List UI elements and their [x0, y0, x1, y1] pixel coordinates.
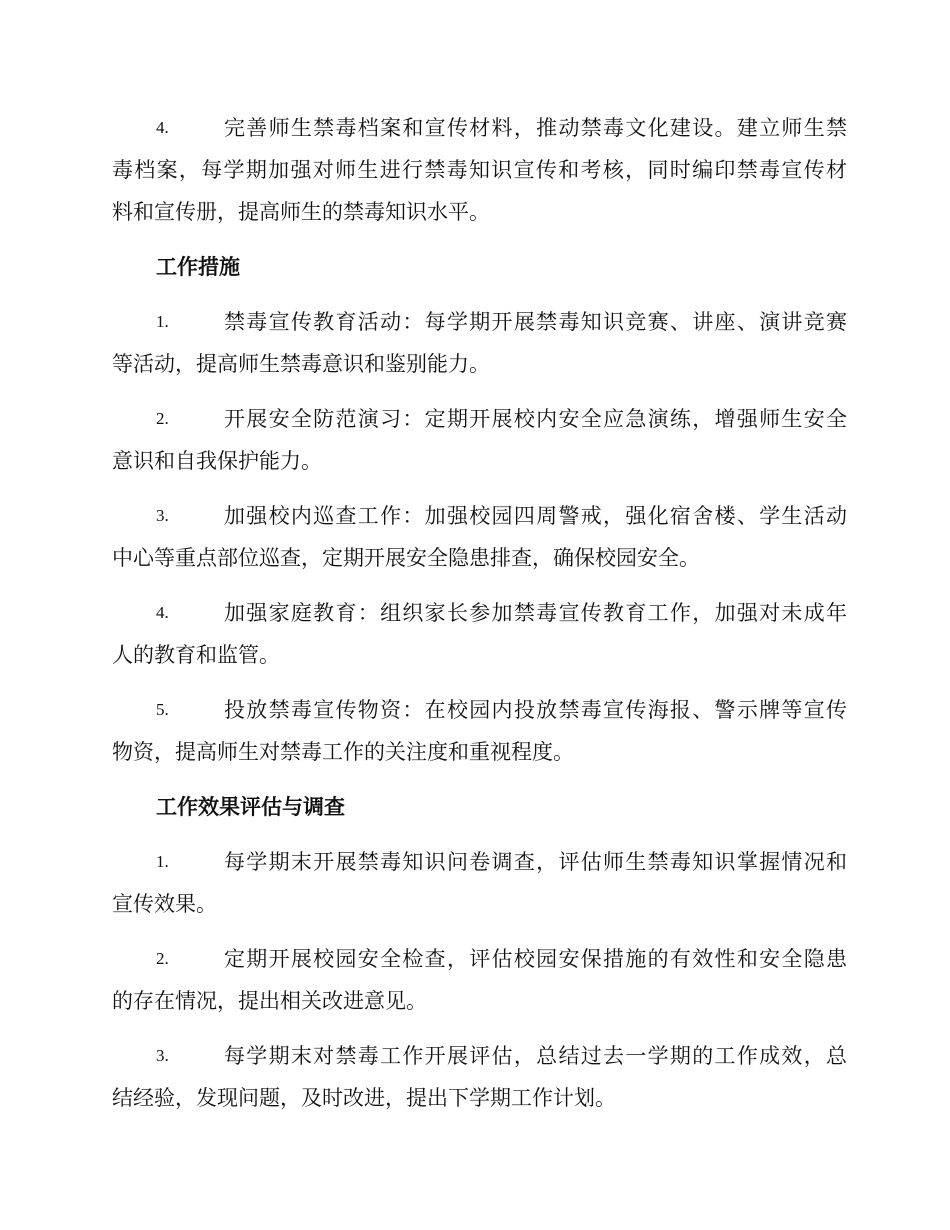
paragraph-line: 毒档案，每学期加强对师生进行禁毒知识宣传和考核，同时编印禁毒宣传材 [112, 158, 849, 182]
list-item-number: 2. [156, 949, 169, 968]
list-item-number: 1. [156, 312, 169, 331]
section-heading: 工作措施 [156, 255, 240, 279]
paragraph-line: 的存在情况，提出相关改进意见。 [112, 989, 427, 1013]
section-heading: 工作效果评估与调查 [156, 795, 345, 819]
paragraph-line: 物资，提高师生对禁毒工作的关注度和重视程度。 [112, 740, 574, 764]
paragraph-line: 禁毒宣传教育活动：每学期开展禁毒知识竞赛、讲座、演讲竞赛 [224, 310, 849, 334]
paragraph-line: 定期开展校园安全检查，评估校园安保措施的有效性和安全隐患 [224, 947, 849, 971]
paragraph-line: 等活动，提高师生禁毒意识和鉴别能力。 [112, 352, 490, 376]
list-item-number: 4. [156, 118, 169, 137]
paragraph-line: 意识和自我保护能力。 [112, 449, 322, 473]
paragraph-line: 每学期末对禁毒工作开展评估，总结过去一学期的工作成效，总 [224, 1044, 849, 1068]
paragraph-line: 料和宣传册，提高师生的禁毒知识水平。 [112, 200, 490, 224]
paragraph-line: 每学期末开展禁毒知识问卷调查，评估师生禁毒知识掌握情况和 [224, 850, 849, 874]
list-item-number: 4. [156, 603, 169, 622]
list-item-number: 5. [156, 700, 169, 719]
list-item-number: 2. [156, 409, 169, 428]
list-item-number: 1. [156, 852, 169, 871]
list-item-number: 3. [156, 1046, 169, 1065]
paragraph-line: 完善师生禁毒档案和宣传材料，推动禁毒文化建设。建立师生禁 [224, 116, 849, 140]
paragraph-line: 开展安全防范演习：定期开展校内安全应急演练，增强师生安全 [224, 407, 849, 431]
paragraph-line: 宣传效果。 [112, 892, 217, 916]
paragraph-line: 中心等重点部位巡查，定期开展安全隐患排查，确保校园安全。 [112, 546, 700, 570]
paragraph-line: 加强家庭教育：组织家长参加禁毒宣传教育工作，加强对未成年 [224, 601, 849, 625]
list-item-number: 3. [156, 506, 169, 525]
paragraph-line: 人的教育和监管。 [112, 643, 280, 667]
paragraph-line: 加强校内巡查工作：加强校园四周警戒，强化宿舍楼、学生活动 [224, 504, 849, 528]
paragraph-line: 投放禁毒宣传物资：在校园内投放禁毒宣传海报、警示牌等宣传 [224, 698, 849, 722]
paragraph-line: 结经验，发现问题，及时改进，提出下学期工作计划。 [112, 1086, 616, 1110]
